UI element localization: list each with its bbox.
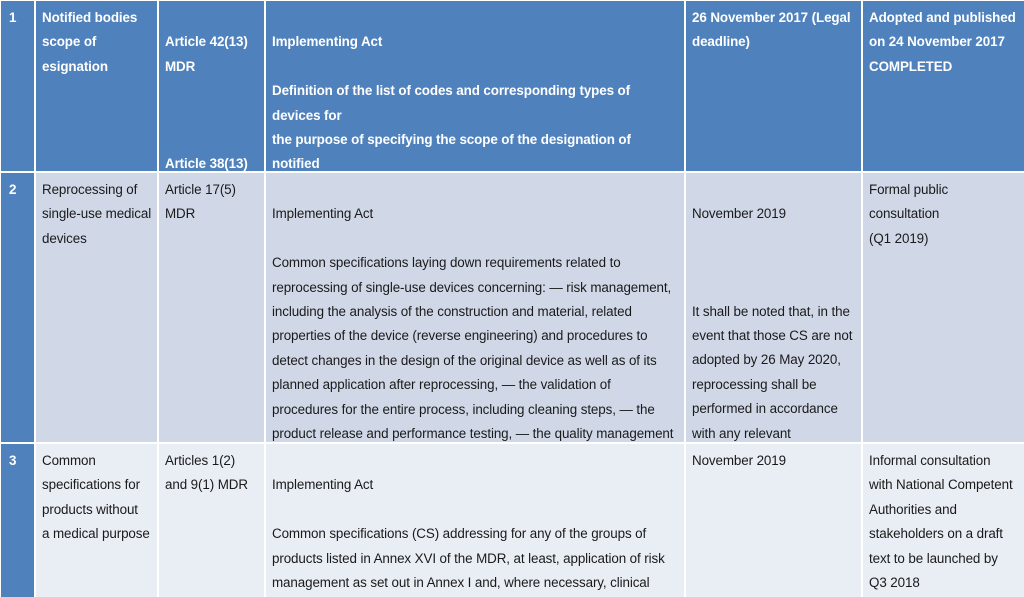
act-cell <box>266 444 684 597</box>
act-description: Common specifications (CS) addressing for any of the groups of products listed in Annex XVI of the MDR, at least, application of risk management as set out in Annex I and, where necessary, clinical <box>272 526 665 591</box>
legal-basis-mdr: Article 42(13) MDR <box>165 34 248 74</box>
implementing-acts-table <box>1 1 1022 593</box>
deadline-cell <box>686 173 861 442</box>
status-cell: Formal public consultation (Q1 2019) <box>863 173 1024 442</box>
row-number: 2 <box>1 173 34 442</box>
legal-basis-ivdr: Article 38(13) <box>165 156 248 171</box>
legal-basis-cell: Article 17(5) MDR <box>159 173 264 442</box>
act-description: Common specifications laying down requirements related to reprocessing of single-use devices concerning: — risk management, including the analysis of the construction and material, related properties of the device (reverse engineering) and procedures to detect changes in the design of the original device as well as of its planned application after reprocessing, — the validation of procedures for the entire process, including cleaning steps, — the product release and performance testing, — the quality management <box>272 255 674 442</box>
deadline-note: It shall be noted that, in the event that those CS are not adopted by 26 May 2020, reprocessing shall be performed in accordance with any relevant <box>692 303 853 441</box>
topic-cell: Notified bodies scope of esignation <box>36 1 157 171</box>
row-number: 1 <box>1 1 34 171</box>
act-type: Implementing Act <box>272 206 374 222</box>
act-cell <box>266 173 684 442</box>
status-cell: Adopted and published on 24 November 2017 COMPLETED <box>863 1 1024 171</box>
status-cell: Informal consultation with National Competent Authorities and stakeholders on a draft text to be launched by Q3 2018 <box>863 444 1024 597</box>
deadline-cell: 26 November 2017 (Legal deadline) <box>686 1 861 171</box>
deadline-date: November 2019 <box>692 206 786 222</box>
row-number: 3 <box>1 444 34 597</box>
topic-cell: Common specifications for products without a medical purpose <box>36 444 157 597</box>
topic-cell: Reprocessing of single-use medical devices <box>36 173 157 442</box>
legal-basis-cell: Articles 1(2) and 9(1) MDR <box>159 444 264 597</box>
act-description: Definition of the list of codes and corresponding types of devices for the purpose of specifying the scope of the designation of notified <box>272 83 631 171</box>
act-cell <box>266 1 684 171</box>
deadline-cell: November 2019 <box>686 444 861 597</box>
act-type: Implementing Act <box>272 34 383 50</box>
legal-basis-cell <box>159 1 264 171</box>
act-type: Implementing Act <box>272 477 374 493</box>
